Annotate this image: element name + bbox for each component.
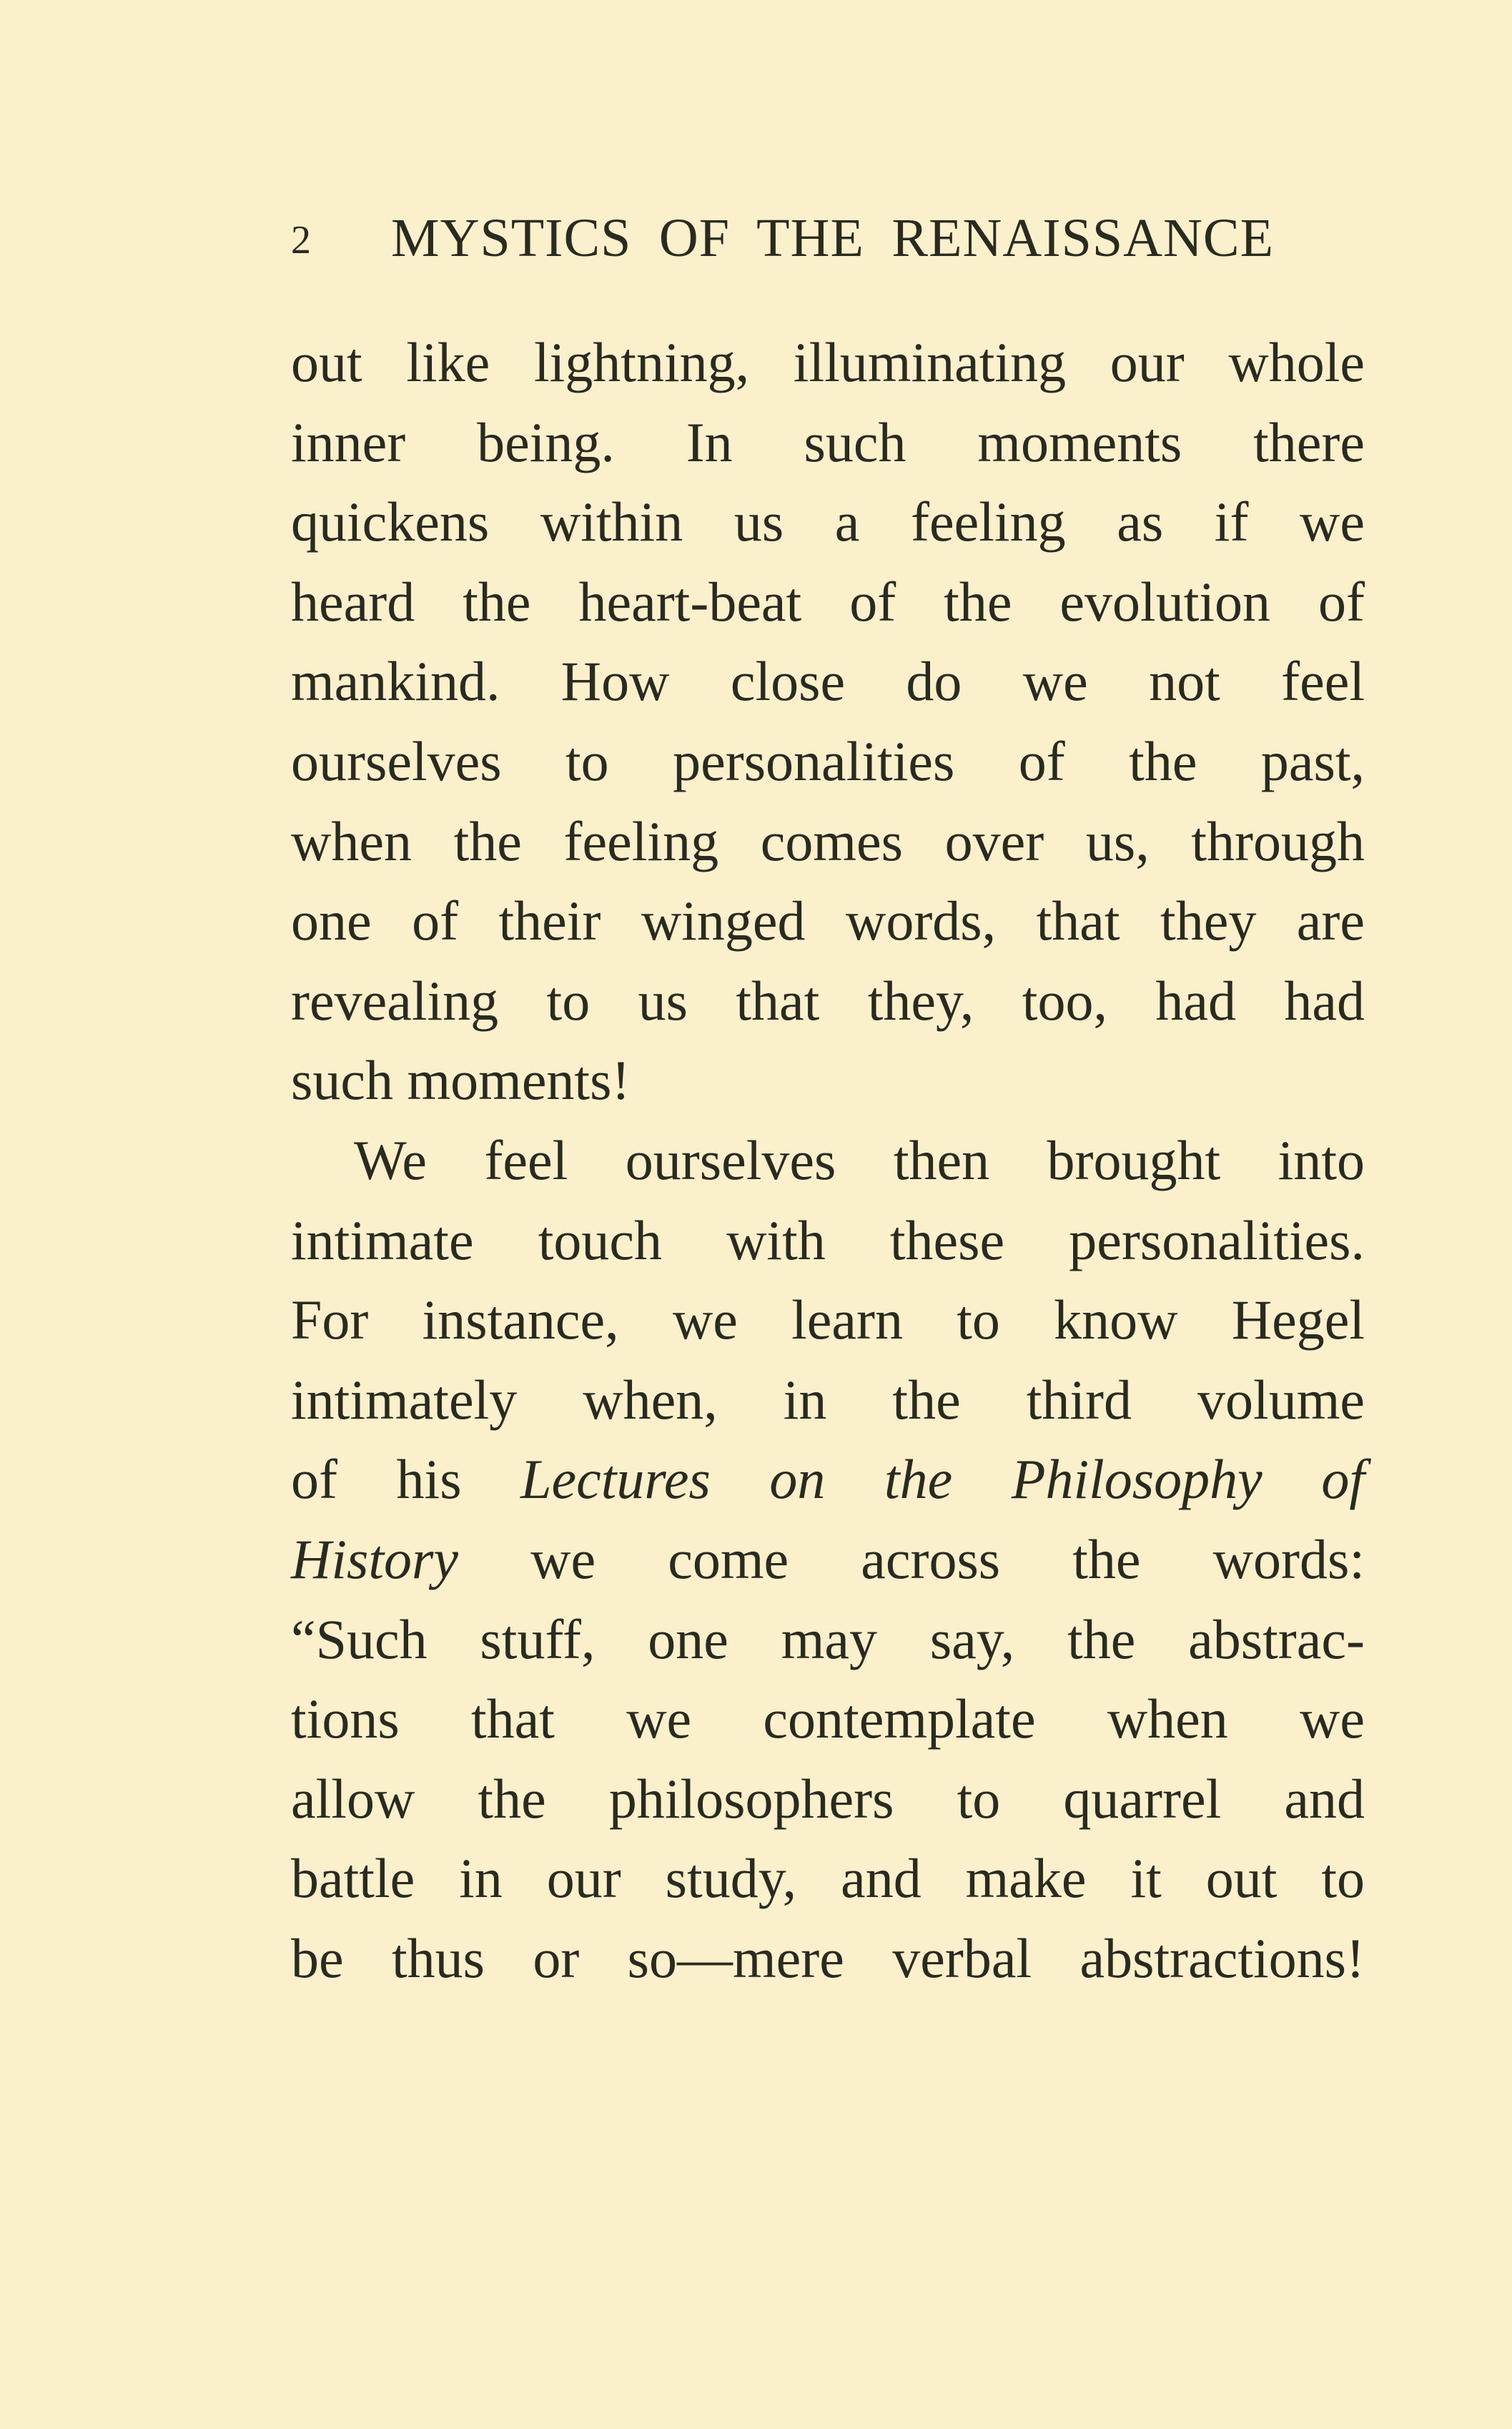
running-title: MYSTICS OF THE RENAISSANCE: [391, 208, 1274, 268]
text-line: ourselves to personalities of the past,: [291, 729, 1365, 792]
text-line: intimate touch with these personalities.: [291, 1208, 1365, 1271]
body-text: [291, 322, 1365, 1998]
text-line: revealing to us that they, too, had had: [291, 969, 1365, 1032]
text-line: be thus or so—mere verbal abstractions!: [291, 1926, 1365, 1989]
text-line: intimately when, in the third volume: [291, 1368, 1365, 1431]
text-line: allow the philosophers to quarrel and: [291, 1767, 1365, 1830]
running-header: [291, 207, 1274, 272]
text-fragment: of his: [291, 1448, 462, 1511]
text-line: battle in our study, and make it out to: [291, 1847, 1365, 1910]
text-line: inner being. In such moments there: [291, 410, 1365, 473]
text-line: “Such stuff, one may say, the abstrac-: [291, 1607, 1365, 1670]
text-line: out like lightning, illuminating our whole: [291, 331, 1365, 393]
text-line: when the feeling comes over us, through: [291, 809, 1365, 872]
text-line: We feel ourselves then brought into: [354, 1128, 1365, 1191]
page-number: 2: [291, 218, 311, 262]
text-line: For instance, we learn to know Hegel: [291, 1289, 1365, 1351]
text-line: such moments!: [291, 1049, 631, 1112]
text-line: [291, 1519, 1365, 1600]
text-line: one of their winged words, that they are: [291, 890, 1365, 952]
text-line: [291, 1439, 1365, 1519]
book-title-italic: Lectures on the Philosophy of: [520, 1448, 1365, 1511]
text-line: tions that we contemplate when we: [291, 1688, 1365, 1750]
text-line: heard the heart-beat of the evolution of: [291, 570, 1365, 633]
text-fragment: we come across the words:: [530, 1527, 1365, 1590]
text-line: mankind. How close do we not feel: [291, 650, 1365, 713]
text-line: quickens within us a feeling as if we: [291, 491, 1365, 553]
book-title-italic: History: [291, 1527, 458, 1590]
